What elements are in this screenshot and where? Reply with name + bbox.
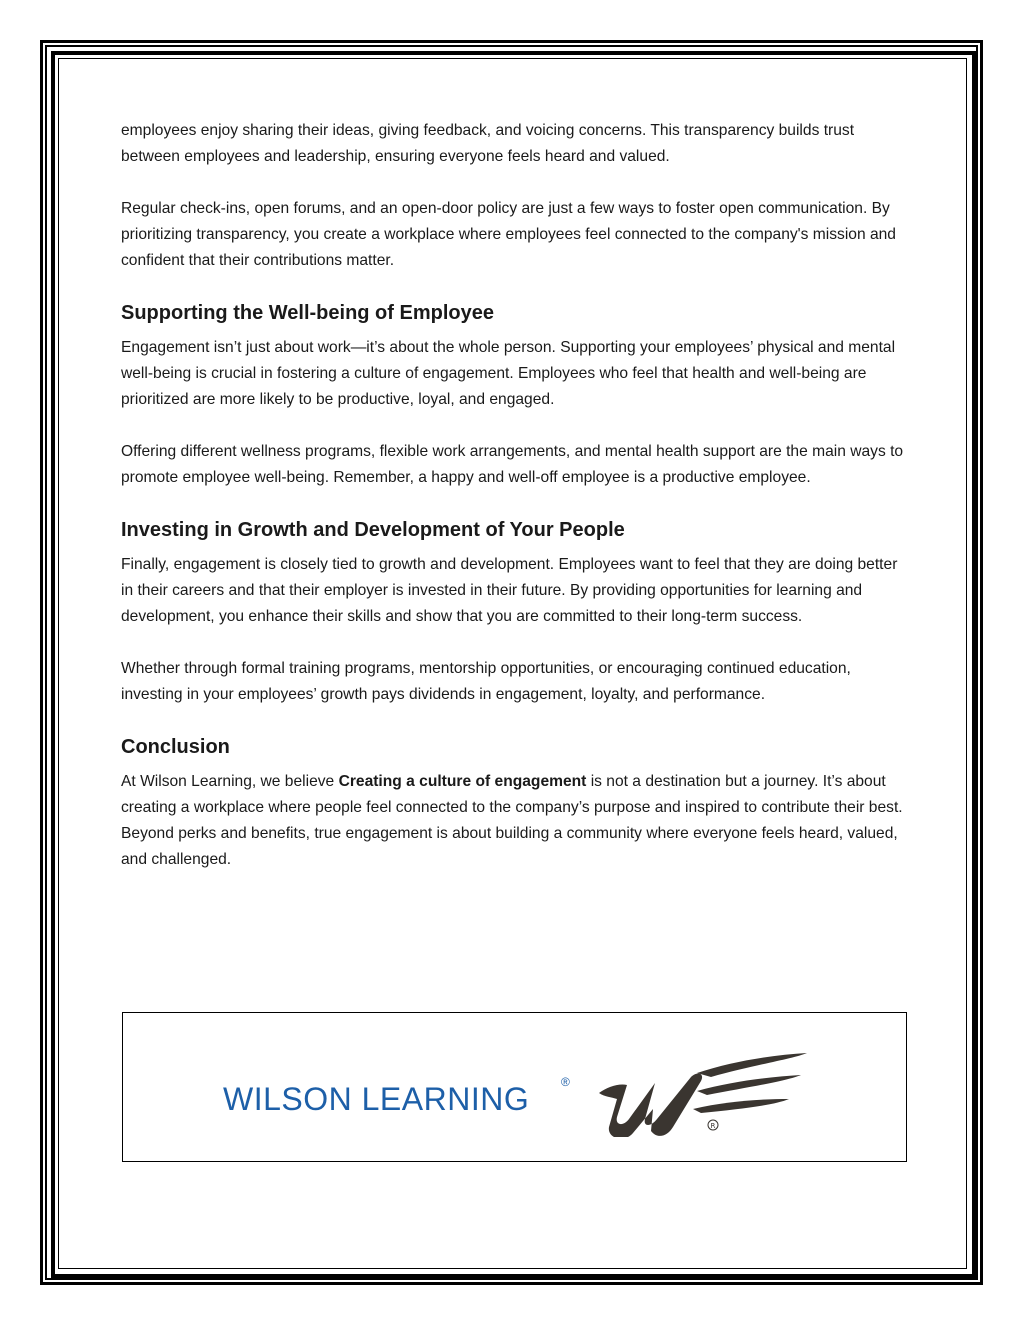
paragraph-transparency: employees enjoy sharing their ideas, giving feedback, and voicing concerns. This transparency builds trust between employees and leadership, ensuring everyone feels heard and valued. [121,122,855,165]
svg-text:R: R [710,1122,716,1130]
heading-wellbeing: Supporting the Well-being of Employee [121,302,494,324]
heading-growth: Investing in Growth and Development of Your People [121,519,625,541]
logo-registered-mark: ® [561,1075,570,1089]
document-body [121,118,911,899]
paragraph-wellbeing-2: Offering different wellness programs, flexible work arrangements, and mental health support are the main ways to promote employee well-being. Remember, a happy and well-off employee is a productive employee. [121,443,904,486]
conclusion-bold-phrase: Creating a culture of engagement [338,773,587,790]
paragraph-conclusion [121,769,911,873]
paragraph-growth-2: Whether through formal training programs, mentorship opportunities, or encouraging continued education, investing in your employees’ growth pays dividends in engagement, loyalty, and performance. [121,660,851,703]
conclusion-text-start: At Wilson Learning, we believe [121,773,339,790]
wilson-learning-w-mark-icon [593,1047,813,1137]
paragraph-growth-1: Finally, engagement is closely tied to growth and development. Employees want to feel that they are doing better in their careers and that their employer is invested in their future. By providing opportunities for learning and development, you enhance their skills and show that you are committed to their long-term success. [121,556,898,625]
heading-conclusion: Conclusion [121,736,230,758]
logo-banner [122,1012,907,1162]
logo-wordmark: WILSON LEARNING [223,1081,530,1117]
paragraph-wellbeing-1: Engagement isn’t just about work—it’s about the whole person. Supporting your employees’ physical and mental well-being is crucial in fostering a culture of engagement. Employees who feel that health and well-being are prioritized are more likely to be productive, loyal, and engaged. [121,339,896,408]
paragraph-communication: Regular check-ins, open forums, and an open-door policy are just a few ways to foster open communication. By prioritizing transparency, you create a workplace where employees feel connected to the company's mission and confident that their contributions matter. [121,200,896,269]
conclusion-text-end: is not a destination but a journey. It’s about creating a workplace where people feel connected to the company’s purpose and inspired to contribute their best. Beyond perks and benefits, true engagement is about building a community where everyone feels heard, valued, and challenged. [121,773,903,868]
